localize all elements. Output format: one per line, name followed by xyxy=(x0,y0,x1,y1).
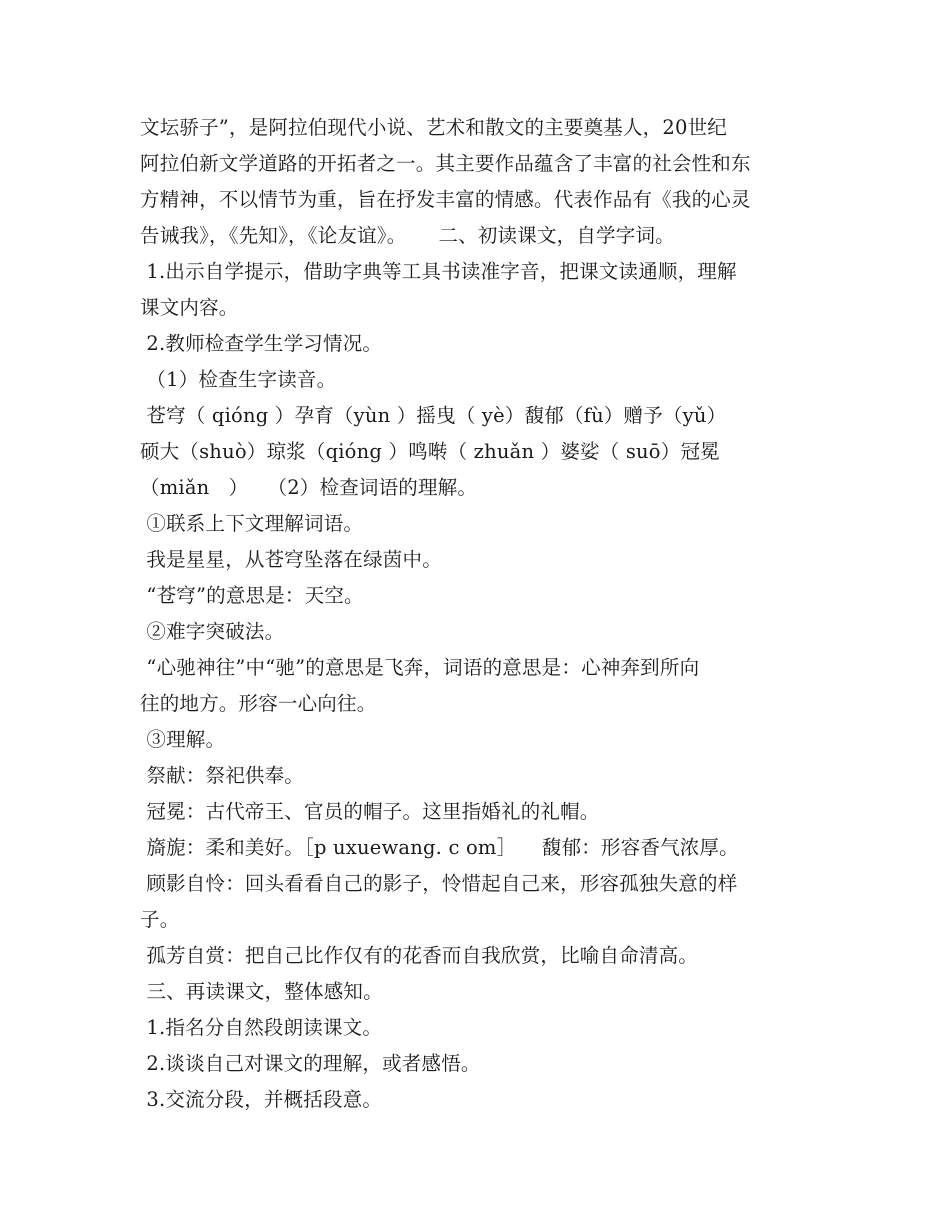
text-line: 文坛骄子”，是阿拉伯现代小说、艺术和散文的主要奠基人，20世纪 xyxy=(140,116,727,139)
text-line: 课文内容。 xyxy=(140,296,239,319)
text-line: （miǎn ） （2）检查词语的理解。 xyxy=(140,476,478,499)
text-line: 方精神，不以情节为重，旨在抒发丰富的情感。代表作品有《我的心灵 xyxy=(140,188,751,211)
text-line: 阿拉伯新文学道路的开拓者之一。其主要作品蕴含了丰富的社会性和东 xyxy=(140,152,751,175)
text-line: 告诫我》，《先知》，《论友谊》。 二、初读课文，自学字词。 xyxy=(140,224,675,247)
text-line: “心驰神往”中“驰”的意思是飞奔，词语的意思是：心神奔到所向 xyxy=(140,656,700,679)
text-line: （1）检查生字读音。 xyxy=(140,368,337,391)
text-line: ③理解。 xyxy=(140,728,226,751)
text-line: 冠冕：古代帝王、官员的帽子。这里指婚礼的礼帽。 xyxy=(140,800,600,823)
text-line: 顾影自怜：回头看看自己的影子，怜惜起自己来，形容孤独失意的样 xyxy=(140,872,738,895)
text-line: 我是星星，从苍穹坠落在绿茵中。 xyxy=(140,548,442,571)
text-line: 1.出示自学提示，借助字典等工具书读准字音，把课文读通顺，理解 xyxy=(140,260,737,283)
text-line: ②难字突破法。 xyxy=(140,620,285,643)
text-line: “苍穹”的意思是：天空。 xyxy=(140,584,364,607)
text-line: ①联系上下文理解词语。 xyxy=(140,512,364,535)
text-line: 2.教师检查学生学习情况。 xyxy=(140,332,383,355)
text-line: 2.谈谈自己对课文的理解，或者感悟。 xyxy=(140,1052,481,1075)
text-line: 孤芳自赏：把自己比作仅有的花香而自我欣赏，比喻自命清高。 xyxy=(140,944,698,967)
text-line: 1.指名分自然段朗读课文。 xyxy=(140,1016,383,1039)
text-line: 三、再读课文，整体感知。 xyxy=(140,980,383,1003)
text-line: 子。 xyxy=(140,908,180,931)
text-line: 旖旎：柔和美好。［p uxuewang. c om］ 馥郁：形容香气浓厚。 xyxy=(140,836,739,859)
text-line: 3.交流分段，并概括段意。 xyxy=(140,1088,383,1111)
text-line: 往的地方。形容一心向往。 xyxy=(140,692,377,715)
text-line: 苍穹（ qióng ）孕育（yùn ）摇曳（ yè）馥郁（fù）赠予（yǔ） xyxy=(140,404,727,427)
text-line: 硕大（shuò）琼浆（qióng ）鸣啭（ zhuǎn ）婆娑（ suō）冠冕 xyxy=(140,440,720,463)
text-line: 祭献：祭祀供奉。 xyxy=(140,764,304,787)
